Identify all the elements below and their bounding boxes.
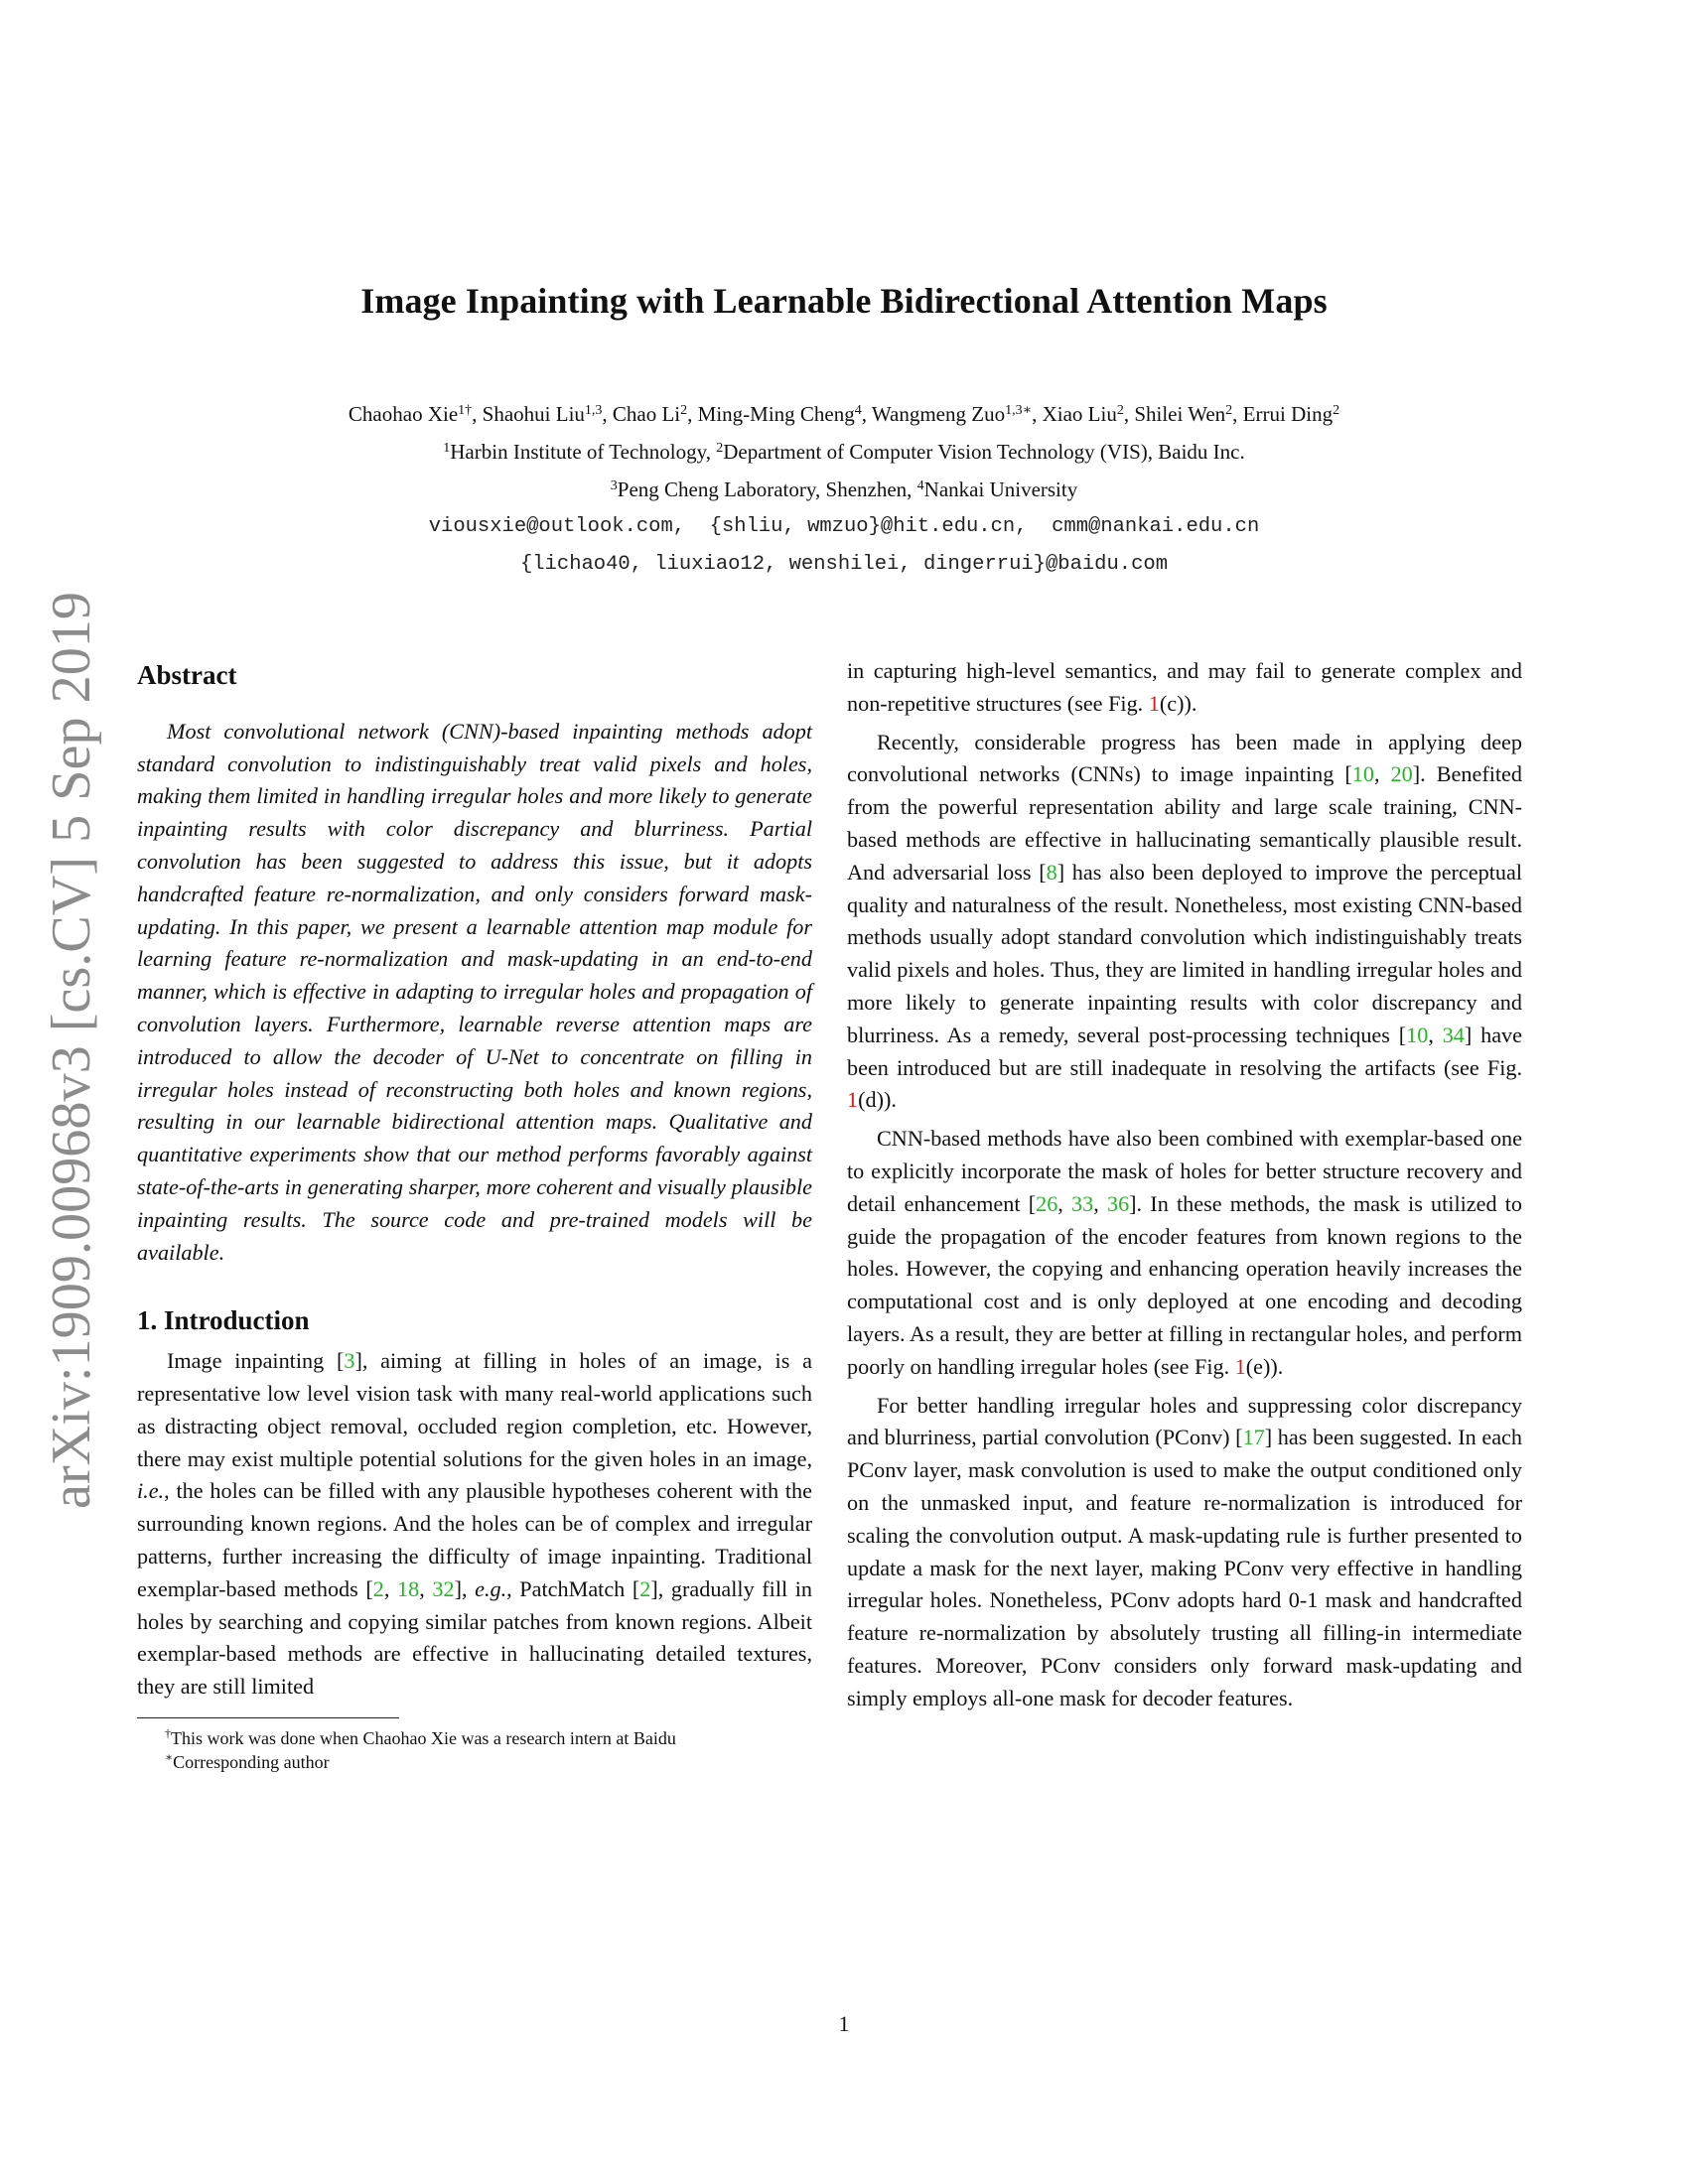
- figure-link[interactable]: 1: [1148, 690, 1160, 716]
- footnote-divider: [137, 1717, 399, 1718]
- abstract-heading: Abstract: [137, 660, 237, 690]
- affiliation: Harbin Institute of Technology,: [450, 440, 717, 464]
- citation-link[interactable]: 17: [1242, 1425, 1265, 1450]
- citation-link[interactable]: 3: [344, 1348, 355, 1374]
- author-affil-mark: 1,3: [584, 403, 603, 418]
- author-name: Wangmeng Zuo: [871, 402, 1006, 426]
- intro-paragraph-3: CNN-based methods have also been combined with exemplar-based one to explicitly incorporate the mask of holes for better structure recovery and detail enhancement [26, 33, 36]. In these methods, the mask is utilized to guide the propagation of the encoder features from known regions to the holes. However, the copying and enhancing operation heavily increases the computational cost and is only deployed at one encoding and decoding layers. As a result, they are better at filling in rectangular holes, and perform poorly on handling irregular holes (see Fig. 1(e)).: [847, 1126, 1523, 1379]
- citation-link[interactable]: 18: [397, 1575, 420, 1601]
- citation-link[interactable]: 8: [1046, 859, 1057, 885]
- affiliation: Nankai University: [923, 478, 1078, 501]
- email-line-2: {lichao40, liuxiao12, wenshilei, dingerrui}@baidu.com: [519, 553, 1168, 576]
- affil-mark: 4: [916, 478, 924, 493]
- citation-link[interactable]: 2: [372, 1575, 384, 1601]
- citation-link[interactable]: 36: [1106, 1190, 1130, 1216]
- citation-link[interactable]: 2: [639, 1575, 651, 1601]
- email-line-1: viousxie@outlook.com, {shliu, wmzuo}@hit.edu.cn, cmm@nankai.edu.cn: [428, 515, 1260, 538]
- figure-link[interactable]: 1: [847, 1087, 859, 1113]
- author-affil-mark: 1,3∗: [1005, 403, 1033, 418]
- citation-link[interactable]: 10: [1406, 1022, 1429, 1047]
- citation-link[interactable]: 26: [1036, 1190, 1058, 1216]
- author-affil-mark: 4: [854, 403, 862, 418]
- author-affil-mark: 2: [1225, 403, 1233, 418]
- citation-link[interactable]: 10: [1351, 761, 1374, 787]
- author-affil-mark: 1†: [458, 403, 473, 418]
- paper-title: Image Inpainting with Learnable Bidirectional Attention Maps: [360, 281, 1328, 321]
- author-name: Xiao Liu: [1042, 402, 1117, 426]
- affiliation-line-1: [0, 433, 1688, 471]
- author-list: Chaohao Xie$^{1\dagger}$, Shaohui Liu$^{1,3}$, Chao Li$^2$, Ming-Ming Cheng$^4$, Wangmeng Zuo$^{1,3∗}$, Xiao Liu$^2$, Shilei Wen$^2$, Errui Ding$^2$: [348, 402, 1340, 426]
- intro-paragraph-4: For better handling irregular holes and suppressing color discrepancy and blurriness, partial convolution (PConv) [17] has been suggested. In each PConv layer, mask convolution is used to make the output conditioned only on the unmasked input, and feature re-normalization is introduced for scaling the convolution output. A mask-updating rule is further presented to update a mask for the next layer, making PConv very effective in handling irregular holes. Nonetheless, PConv adopts hard 0-1 mask and handcrafted feature re-normalization by absolutely trusting all filling-in intermediate features. Moreover, PConv considers only forward mask-updating and simply employs all-one mask for decoder features.: [847, 1392, 1522, 1710]
- footnote: †This work was done when Chaohao Xie was a research intern at Baidu: [165, 1725, 676, 1748]
- figure-link[interactable]: 1: [1234, 1353, 1246, 1379]
- author-name: Errui Ding: [1242, 402, 1334, 426]
- intro-paragraph-2: Recently, considerable progress has been made in applying deep convolutional networks (CNNs) to image inpainting [10, 20]. Benefited from the powerful representation ability and large scale training, CNN-based methods are effective in hallucinating semantically plausible result. And adversarial loss [8] has also been deployed to improve the perceptual quality and naturalness of the result. Nonetheless, most existing CNN-based methods usually adopt standard convolution which indistinguishably treats valid pixels and holes. Thus, they are limited in handling irregular holes and more likely to generate inpainting results with color discrepancy and blurriness. As a remedy, several post-processing techniques [10, 34] have been introduced but are still inadequate in resolving the artifacts (see Fig. 1(d)).: [847, 729, 1523, 1113]
- author-name: Shaohui Liu: [482, 402, 585, 426]
- citation-link[interactable]: 34: [1442, 1022, 1465, 1047]
- right-column: [847, 655, 1522, 1715]
- citation-link[interactable]: 32: [432, 1575, 455, 1601]
- introduction-heading: 1. Introduction: [137, 1305, 310, 1336]
- arxiv-id-text: arXiv:1909.00968v3 [cs.CV] 5 Sep 2019: [41, 595, 102, 1509]
- citation-link[interactable]: 33: [1071, 1190, 1094, 1216]
- affiliation: Department of Computer Vision Technology (VIS), Baidu Inc.: [723, 440, 1245, 464]
- citation-link[interactable]: 20: [1390, 761, 1413, 787]
- author-name: Ming-Ming Cheng: [697, 402, 855, 426]
- author-name: Chao Li: [612, 402, 681, 426]
- affil-mark: 1: [443, 441, 451, 456]
- affiliation: Peng Cheng Laboratory, Shenzhen,: [617, 478, 917, 501]
- abstract-text: Most convolutional network (CNN)-based inpainting methods adopt standard convolution to indistinguishably treat valid pixels and holes, making them limited in handling irregular holes and more likely to generate inpainting results with color discrepancy and blurriness. Partial convolution has been suggested to address this issue, but it adopts handcrafted feature re-normalization, and only considers forward mask-updating. In this paper, we present a learnable attention map module for learning feature re-normalization and mask-updating in an end-to-end manner, which is effective in adapting to irregular holes and propagation of convolution layers. Furthermore, learnable reverse attention maps are introduced to allow the decoder of U-Net to concentrate on filling in irregular holes instead of reconstructing both holes and known regions, resulting in our learnable bidirectional attention maps. Qualitative and quantitative experiments show that our method performs favorably against state-of-the-arts in generating sharper, more coherent and visually plausible inpainting results. The source code and pre-trained models will be available.: [137, 718, 812, 1265]
- intro-paragraph-1: Image inpainting [3], aiming at filling in holes of an image, is a representative low level vision task with many real-world applications such as distracting object removal, occluded region completion, etc. However, there may exist multiple potential solutions for the given holes in an image, i.e., the holes can be filled with any plausible hypotheses coherent with the surrounding known regions. And the holes can be of complex and irregular patterns, further increasing the difficulty of image inpainting. Traditional exemplar-based methods [2, 18, 32], e.g., PatchMatch [2], gradually fill in holes by searching and copying similar patches from known regions. Albeit exemplar-based methods are effective in hallucinating detailed textures, they are still limited: [137, 1348, 813, 1700]
- author-affil-mark: 2: [680, 403, 688, 418]
- author-name: Shilei Wen: [1134, 402, 1226, 426]
- left-column: [137, 655, 812, 1774]
- affil-mark: 2: [716, 441, 724, 456]
- author-affil-mark: 2: [1333, 403, 1340, 418]
- arxiv-identifier-stamp: [22, 586, 111, 1509]
- author-affil-mark: 2: [1116, 403, 1124, 418]
- author-block: [0, 395, 1688, 584]
- author-name: Chaohao Xie: [348, 402, 459, 426]
- page-number: 1: [838, 2011, 850, 2036]
- affil-mark: 3: [610, 478, 618, 493]
- footnote: ∗Corresponding author: [165, 1749, 330, 1772]
- affiliation-line-2: [0, 471, 1688, 508]
- intro-paragraph-1-continued: in capturing high-level semantics, and may fail to generate complex and non-repetitive structures (see Fig. 1(c)).: [847, 658, 1522, 716]
